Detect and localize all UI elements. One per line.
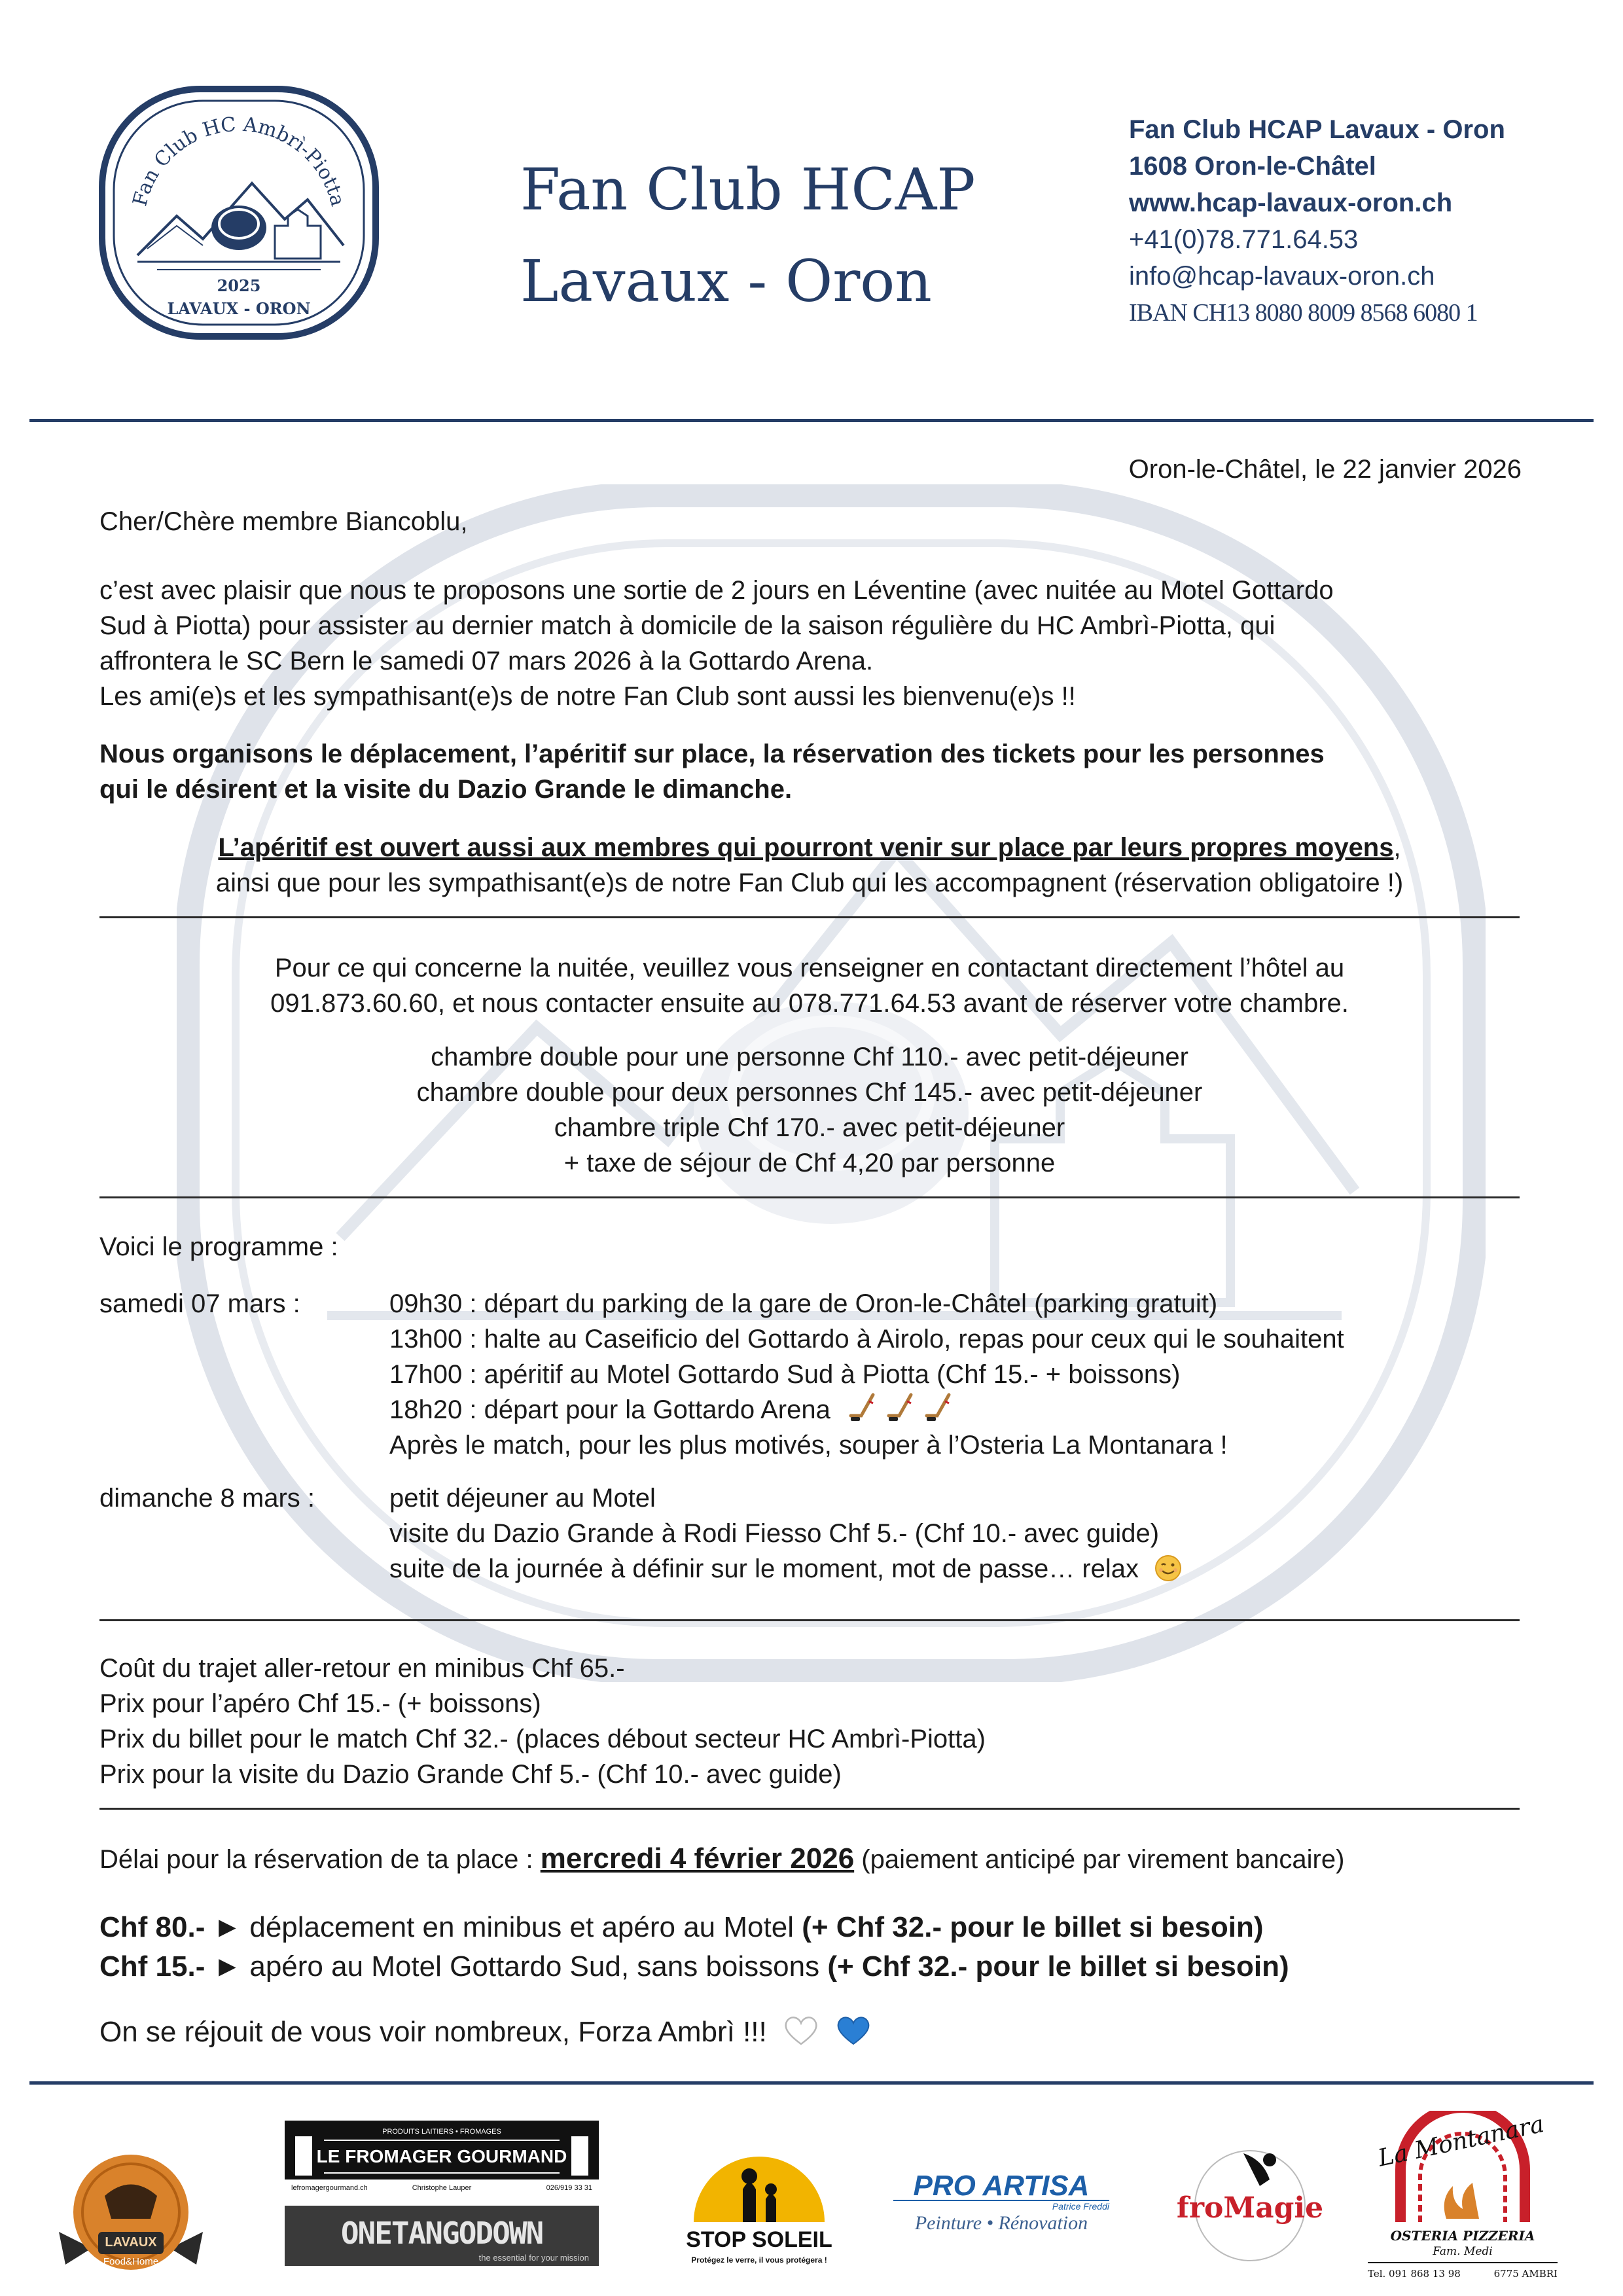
organize-line: qui le désirent et la visite du Dazio Grande le dimanche.	[99, 775, 793, 804]
date-line: Oron-le-Châtel, le 22 janvier 2026	[1128, 455, 1522, 484]
sponsor-fromagie[interactable]	[1171, 2140, 1329, 2265]
sponsor-montanara-name: OSTERIA PIZZERIA	[1390, 2228, 1535, 2244]
sponsor-pro-artisa[interactable]	[880, 2166, 1122, 2238]
sponsor-proartisa-name: PRO ARTISA	[913, 2170, 1090, 2202]
saturday-label: samedi 07 mars :	[99, 1289, 300, 1318]
offer-price: Chf 15.- ►	[99, 1950, 242, 1982]
footer-divider	[29, 2081, 1594, 2085]
room-price-line: + taxe de séjour de Chf 4,20 par personne	[563, 1149, 1056, 1177]
blue-heart-icon	[835, 2014, 872, 2047]
programme-item-row	[389, 1392, 1344, 1427]
cost-line: Coût du trajet aller-retour en minibus Chf 65.-	[99, 1654, 625, 1683]
intro-line: c’est avec plaisir que nous te proposons une sortie de 2 jours en Léventine (avec nuitée au Motel Gottardo	[99, 576, 1334, 605]
white-heart-icon	[783, 2014, 819, 2047]
greeting: Cher/Chère membre Biancoblu,	[99, 507, 468, 536]
offer-extra: (+ Chf 32.- pour le billet si besoin)	[802, 1911, 1264, 1943]
programme-item: Après le match, pour les plus motivés, souper à l’Osteria La Montanara !	[389, 1431, 1228, 1460]
sponsor-fromager-top: PRODUITS LAITIERS • FROMAGES	[382, 2128, 501, 2136]
room-price-line: chambre triple Chf 170.- avec petit-déjeuner	[554, 1113, 1065, 1142]
intro-line: Les ami(e)s et les sympathisant(e)s de notre Fan Club sont aussi les bienvenu(e)s !!	[99, 682, 1076, 711]
programme-item: petit déjeuner au Motel	[389, 1484, 656, 1513]
header-divider	[29, 419, 1594, 422]
contact-block	[1129, 111, 1600, 331]
sponsor-montanara-script: La Montanara	[1376, 2111, 1546, 2172]
saturday-programme	[389, 1286, 1344, 1463]
organize-line: Nous organisons le déplacement, l’apéritif sur place, la réservation des tickets pour les personnes	[99, 740, 1325, 768]
club-title-line1: Fan Club HCAP	[520, 156, 976, 223]
programme-item: suite de la journée à définir sur le moment, mot de passe… relax	[389, 1554, 1139, 1583]
hotel-line: 091.873.60.60, et nous contacter ensuite au 078.771.64.53 avant de réserver votre chambre.	[270, 989, 1349, 1018]
hotel-paragraph	[99, 950, 1520, 1021]
cost-line: Prix pour l’apéro Chf 15.- (+ boissons)	[99, 1689, 541, 1718]
offer-line-1	[99, 1908, 1264, 1947]
club-logo-badge	[98, 85, 380, 340]
section-divider	[99, 1808, 1520, 1810]
aperitif-paragraph	[99, 830, 1520, 901]
contact-iban: IBAN CH13 8080 8009 8568 6080 1	[1129, 299, 1478, 327]
offer-line-2	[99, 1947, 1289, 1986]
offer-text: déplacement en minibus et apéro au Motel	[241, 1911, 802, 1943]
sponsor-lavaux-tagline: Food&Home	[103, 2256, 159, 2267]
contact-email[interactable]: info@hcap-lavaux-oron.ch	[1129, 262, 1435, 291]
contact-website[interactable]: www.hcap-lavaux-oron.ch	[1129, 188, 1453, 217]
section-divider	[99, 1619, 1520, 1621]
closing-line	[99, 2013, 872, 2052]
hockey-sticks-icon	[847, 1392, 965, 1422]
contact-address: 1608 Oron-le-Châtel	[1129, 152, 1376, 181]
sponsor-stopsoleil-tagline: Protégez le verre, il vous protégera !	[691, 2255, 827, 2265]
deadline-note: (paiement anticipé par virement bancaire)	[854, 1845, 1345, 1874]
deadline-date: mercredi 4 février 2026	[540, 1842, 855, 1874]
club-logo	[98, 85, 380, 340]
sponsor-proartisa-tagline: Peinture • Rénovation	[914, 2212, 1088, 2234]
programme-item: 09h30 : départ du parking de la gare de Oron-le-Châtel (parking gratuit)	[389, 1289, 1218, 1318]
sunday-label: dimanche 8 mars :	[99, 1484, 315, 1513]
wink-emoji-icon	[1154, 1554, 1183, 1583]
club-title-line2: Lavaux - Oron	[520, 247, 932, 315]
sponsor-fromager-gourmand[interactable]	[285, 2121, 599, 2194]
sponsor-onetangodown[interactable]	[285, 2206, 599, 2266]
section-divider	[99, 1196, 1520, 1198]
offer-extra: (+ Chf 32.- pour le billet si besoin)	[827, 1950, 1289, 1982]
sponsor-fromagie-name: froMagie	[1176, 2191, 1324, 2225]
sponsor-otd-tagline: the essential for your mission	[478, 2253, 589, 2263]
sponsor-montanara-fam: Fam. Medi	[1433, 2245, 1493, 2258]
sponsor-proartisa-owner: Patrice Freddi	[1052, 2201, 1109, 2212]
logo-bottom-text: LAVAUX - ORON	[167, 299, 311, 318]
sponsor-fromager-name: LE FROMAGER GOURMAND	[316, 2146, 567, 2166]
intro-paragraph	[99, 573, 1334, 714]
room-prices	[99, 1039, 1520, 1181]
room-price-line: chambre double pour deux personnes Chf 145.- avec petit-déjeuner	[416, 1078, 1203, 1107]
offer-price: Chf 80.- ►	[99, 1911, 242, 1943]
aperitif-highlight: L’apéritif est ouvert aussi aux membres qui pourront venir sur place par leurs propres moyens	[218, 833, 1394, 862]
programme-item: 13h00 : halte au Caseificio del Gottardo à Airolo, repas pour ceux qui le souhaitent	[389, 1325, 1344, 1354]
room-price-line: chambre double pour une personne Chf 110.- avec petit-déjeuner	[431, 1043, 1188, 1071]
cost-line: Prix du billet pour le match Chf 32.- (places débout secteur HC Ambrì-Piotta)	[99, 1725, 986, 1753]
intro-line: Sud à Piotta) pour assister au dernier match à domicile de la saison régulière du HC Ambrì-Piotta, qui	[99, 611, 1275, 640]
sponsor-lavaux-food-home[interactable]	[52, 2134, 209, 2284]
programme-item-row	[389, 1551, 1183, 1587]
programme-item: 17h00 : apéritif au Motel Gottardo Sud à Piotta (Chf 15.- + boissons)	[389, 1360, 1181, 1389]
sponsor-fromager-phone: 026/919 33 31	[546, 2184, 592, 2192]
programme-item: visite du Dazio Grande à Rodi Fiesso Chf 5.- (Chf 10.- avec guide)	[389, 1519, 1160, 1548]
hotel-line: Pour ce qui concerne la nuitée, veuillez vous renseigner en contactant directement l’hôtel au	[274, 954, 1345, 982]
intro-line: affrontera le SC Bern le samedi 07 mars 2026 à la Gottardo Arena.	[99, 647, 874, 675]
organize-paragraph	[99, 736, 1325, 807]
cost-line: Prix pour la visite du Dazio Grande Chf 5.- (Chf 10.- avec guide)	[99, 1760, 842, 1789]
cost-list	[99, 1651, 986, 1792]
sponsor-fromager-web: lefromagergourmand.ch	[291, 2184, 368, 2192]
contact-name: Fan Club HCAP Lavaux - Oron	[1129, 115, 1505, 144]
deadline-label: Délai pour la réservation de ta place :	[99, 1845, 541, 1874]
sponsor-otd-name: ONETANGODOWN	[340, 2215, 543, 2251]
club-title	[520, 144, 978, 327]
programme-intro: Voici le programme :	[99, 1232, 338, 1261]
sponsor-fromager-owner: Christophe Lauper	[412, 2184, 472, 2192]
sponsor-montanara-place: 6775 AMBRI	[1493, 2268, 1558, 2280]
sponsor-montanara-tel: Tel. 091 868 13 98	[1368, 2268, 1461, 2280]
contact-phone[interactable]: +41(0)78.771.64.53	[1129, 225, 1359, 254]
sponsor-stop-soleil[interactable]	[674, 2137, 844, 2274]
aperitif-line2: ainsi que pour les sympathisant(e)s de notre Fan Club qui les accompagnent (réservation obligatoire !)	[215, 869, 1404, 897]
deadline-line	[99, 1839, 1539, 1878]
section-divider	[99, 916, 1520, 918]
sponsor-lavaux-name: LAVAUX	[105, 2235, 157, 2250]
sponsor-la-montanara[interactable]	[1361, 2111, 1564, 2287]
offer-text: apéro au Motel Gottardo Sud, sans boissons	[241, 1950, 828, 1982]
programme-item: 18h20 : départ pour la Gottardo Arena	[389, 1395, 830, 1424]
logo-arc-text: Fan Club HC Ambrì-Piotta	[128, 113, 349, 209]
sponsor-stopsoleil-name: STOP SOLEIL	[686, 2227, 832, 2252]
sunday-programme	[389, 1480, 1183, 1587]
aperitif-comma: ,	[1393, 833, 1401, 862]
closing-text: On se réjouit de vous voir nombreux, Forza Ambrì !!!	[99, 2016, 767, 2048]
logo-year: 2025	[217, 276, 261, 295]
